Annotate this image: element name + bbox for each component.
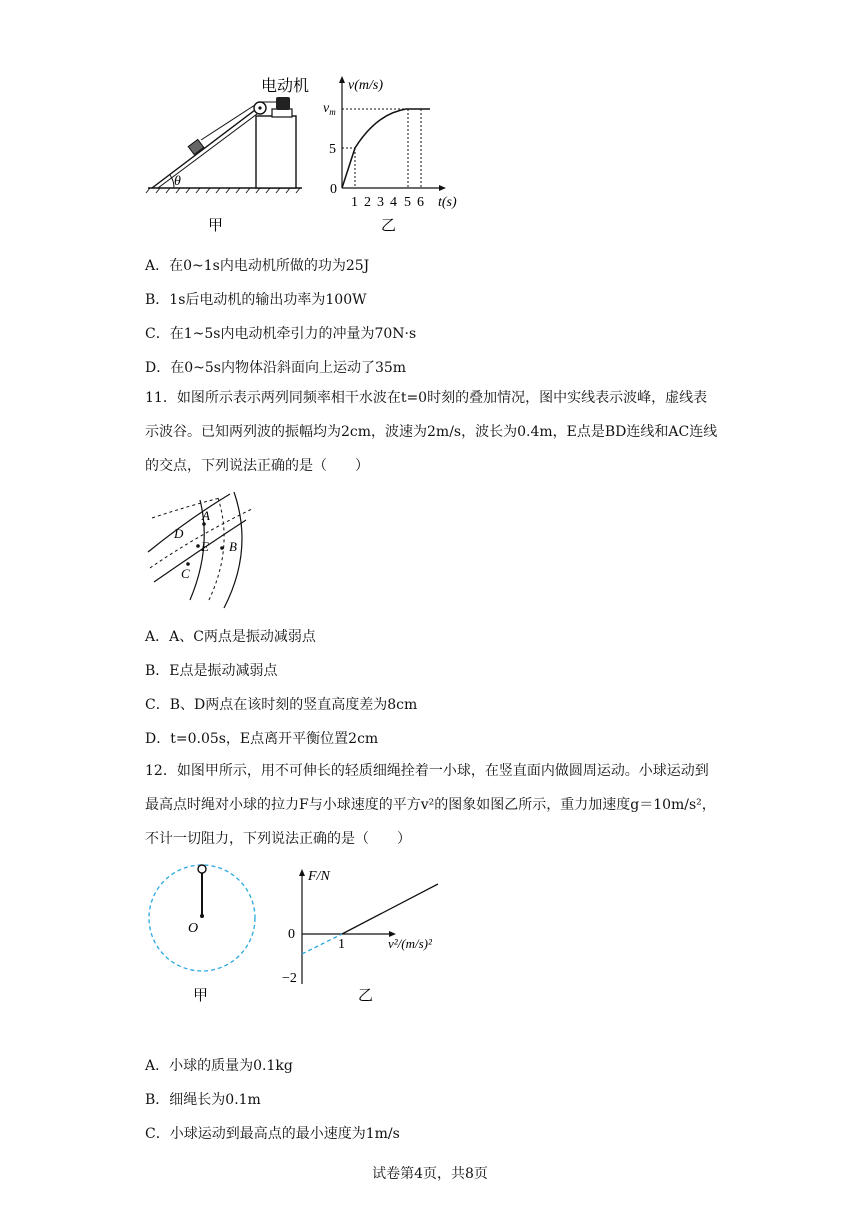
f-axis-label: F/N <box>308 869 330 884</box>
q12-option-c: C．小球运动到最高点的最小速度为1m/s <box>145 1126 400 1142</box>
center-label: O <box>188 921 199 936</box>
label-yi-12: 乙 <box>358 988 374 1004</box>
t-tick-2: 2 <box>364 195 371 210</box>
crest-line-1 <box>148 494 230 552</box>
point-d-label: D <box>174 526 184 541</box>
label-jia-12: 甲 <box>193 988 209 1004</box>
minus-two-label: −2 <box>282 971 297 986</box>
point-a-label: A <box>202 508 210 523</box>
zero-label: 0 <box>288 927 295 942</box>
motor-body <box>276 97 290 110</box>
t-tick-6: 6 <box>417 195 424 210</box>
q10-option-d: D．在0~5s内物体沿斜面向上运动了35m <box>145 360 407 376</box>
q10-option-a: A．在0~1s内电动机所做的功为25J <box>145 258 370 274</box>
q11-option-b: B．E点是振动减弱点 <box>145 663 278 679</box>
theta-label: θ <box>174 174 181 189</box>
q12-option-a: A．小球的质量为0.1kg <box>145 1058 293 1074</box>
q10-option-b: B．1s后电动机的输出功率为100W <box>145 292 367 308</box>
page-footer: 试卷第4页，共8页 <box>372 1166 488 1182</box>
q11-option-a: A．A、C两点是振动减弱点 <box>145 629 316 645</box>
q11-option-d: D．t=0.05s，E点离开平衡位置2cm <box>145 731 379 747</box>
t-tick-5: 5 <box>404 195 411 210</box>
t-tick-3: 3 <box>377 195 384 210</box>
label-yi: 乙 <box>381 218 397 234</box>
q12-option-b: B．细绳长为0.1m <box>145 1092 261 1108</box>
q12-figure-graph <box>280 864 460 1010</box>
v-axis-label: v(m/s) <box>348 78 383 93</box>
v2-axis-label: v²/(m/s)² <box>388 936 432 951</box>
point-c-label: C <box>181 566 190 581</box>
point-b-label: B <box>229 539 237 554</box>
label-jia: 甲 <box>208 218 224 234</box>
block <box>188 139 204 154</box>
v5-label: 5 <box>329 142 336 157</box>
trough-arc-1 <box>208 498 224 602</box>
origin-label: 0 <box>330 182 337 197</box>
q12-figure-circle <box>140 860 270 1010</box>
motor-base <box>272 109 292 117</box>
ball <box>198 865 206 873</box>
q12-stem: 12．如图甲所示，用不可伸长的轻质细绳拴着一小球，在竖直面内做圆周运动。小球运动到最高点时绳对小球的拉力F与小球速度的平方v²的图象如图乙所示，重力加速度g＝10m/s²，不计一切阻力，下列说法正确的是（ ） <box>145 763 716 847</box>
t-tick-1: 1 <box>351 195 358 210</box>
q11-option-c: C．B、D两点在该时刻的竖直高度差为8cm <box>145 697 418 713</box>
q11-figure <box>140 490 280 610</box>
motor-stand <box>256 116 296 188</box>
vm-label: $v_m$ <box>323 101 336 117</box>
motor-label: 电动机 <box>261 78 310 95</box>
q10-figure <box>140 72 480 237</box>
f-line-dashed <box>302 934 342 954</box>
incline-surface <box>152 110 255 188</box>
q10-option-c: C．在1~5s内电动机牵引力的冲量为70N·s <box>145 326 417 342</box>
incline-edge <box>158 114 257 188</box>
one-label: 1 <box>338 937 345 952</box>
center-point <box>200 914 204 918</box>
f-line-solid <box>342 884 438 934</box>
q11-stem: 11．如图所示表示两列同频率相干水波在t=0时刻的叠加情况，图中实线表示波峰，虚线表示波谷。已知两列波的振幅均为2cm，波速为2m/s，波长为0.4m，E点是BD连线和AC连线的交点，下列说法正确的是（ ） <box>145 390 718 474</box>
t-tick-4: 4 <box>390 195 397 210</box>
point-e-label: E <box>201 539 209 554</box>
t-axis-label: t(s) <box>438 195 457 210</box>
